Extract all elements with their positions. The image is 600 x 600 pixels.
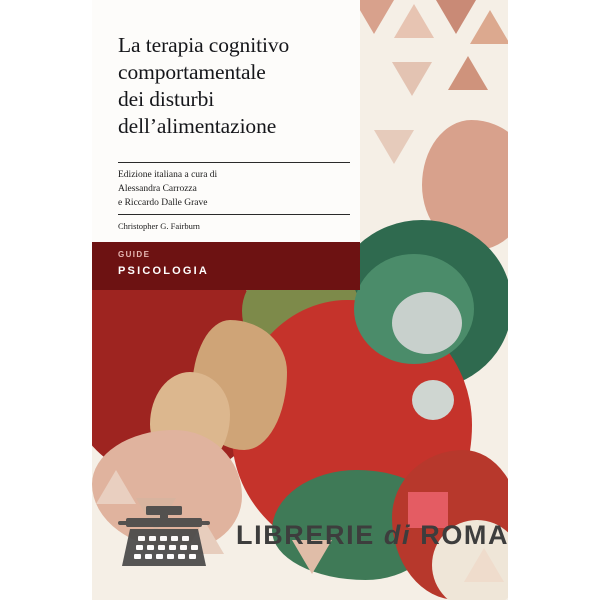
book-title-line: La terapia cognitivo xyxy=(118,33,290,57)
watermark-overlay xyxy=(0,470,600,600)
brand-wordmark xyxy=(236,520,509,551)
series-kicker: GUIDE xyxy=(118,250,151,259)
edition-note-line: Edizione italiana a cura di xyxy=(118,170,218,180)
book-title-line: dell’alimentazione xyxy=(118,114,277,139)
brand-word-di: di xyxy=(383,520,412,550)
book-title-line: comportamentale xyxy=(118,60,266,85)
art-shape-grey xyxy=(392,292,462,354)
edition-note xyxy=(118,169,350,210)
brand-word-librerie: LIBRERIE xyxy=(236,520,375,550)
art-triangle xyxy=(374,130,414,164)
divider-bottom xyxy=(118,214,350,215)
book-title xyxy=(118,32,350,140)
brand-word-roma: ROMA xyxy=(420,520,510,550)
divider-top xyxy=(118,162,350,163)
art-triangle xyxy=(448,56,488,90)
art-triangle xyxy=(392,62,432,96)
art-triangle xyxy=(394,4,434,38)
edition-note-line: Alessandra Carrozza xyxy=(118,183,197,194)
title-panel xyxy=(92,0,360,242)
edition-note-line: e Riccardo Dalle Grave xyxy=(118,197,208,208)
typewriter-icon xyxy=(116,506,212,568)
art-shape-grey-small xyxy=(412,380,454,420)
series-name: PSICOLOGIA xyxy=(118,265,210,277)
book-title-line: dei disturbi xyxy=(118,87,215,112)
art-triangle xyxy=(354,0,394,34)
art-triangle xyxy=(470,10,508,44)
book-author: Christopher G. Fairburn xyxy=(118,221,200,231)
